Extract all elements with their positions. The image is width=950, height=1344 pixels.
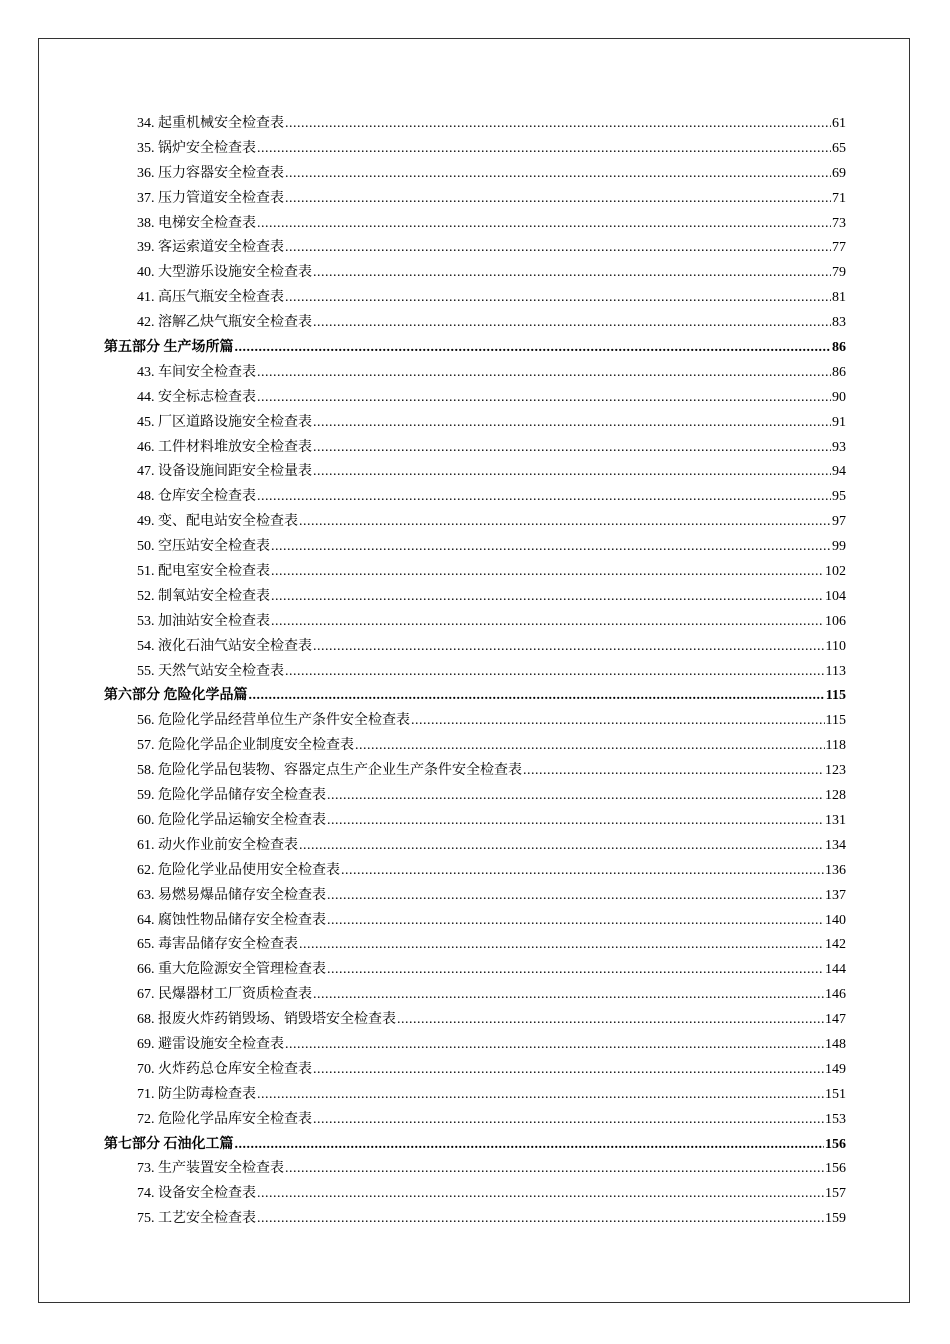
toc-title: 49. 变、配电站安全检查表 — [137, 514, 298, 530]
toc-page-number: 142 — [825, 937, 846, 953]
toc-dot-leader — [299, 937, 824, 953]
toc-page-number: 102 — [825, 564, 846, 580]
toc-page-number: 95 — [832, 489, 846, 505]
toc-entry[interactable] — [104, 983, 846, 1008]
toc-dot-leader — [285, 166, 831, 182]
toc-title: 47. 设备设施间距安全检量表 — [137, 464, 312, 480]
toc-title: 54. 液化石油气站安全检查表 — [137, 638, 312, 654]
toc-title: 70. 火炸药总仓库安全检查表 — [137, 1061, 312, 1077]
toc-title: 48. 仓库安全检查表 — [137, 489, 256, 505]
toc-title: 55. 天然气站安全检查表 — [137, 663, 284, 679]
toc-page-number: 151 — [825, 1086, 846, 1102]
toc-title: 56. 危险化学品经营单位生产条件安全检查表 — [137, 713, 410, 729]
toc-title: 38. 电梯安全检查表 — [137, 215, 256, 231]
toc-dot-leader — [257, 489, 831, 505]
toc-title: 61. 动火作业前安全检查表 — [137, 837, 298, 853]
toc-entry[interactable] — [104, 958, 846, 983]
toc-title: 34. 起重机械安全检查表 — [137, 116, 284, 131]
toc-title: 69. 避雷设施安全检查表 — [137, 1036, 284, 1052]
toc-title: 43. 车间安全检查表 — [137, 364, 256, 380]
toc-title: 58. 危险化学品包装物、容器定点生产企业生产条件安全检查表 — [137, 763, 522, 779]
toc-page-number: 123 — [825, 763, 846, 779]
toc-dot-leader — [257, 1087, 824, 1103]
toc-entry[interactable] — [104, 311, 846, 336]
toc-dot-leader — [257, 1211, 824, 1227]
toc-page-number: 97 — [832, 514, 846, 530]
toc-entry[interactable] — [104, 1058, 846, 1083]
toc-title: 72. 危险化学品库安全检查表 — [137, 1111, 312, 1127]
toc-title: 第五部分 生产场所篇 — [104, 340, 234, 356]
toc-entry[interactable] — [104, 286, 846, 311]
toc-entry[interactable] — [104, 460, 846, 485]
toc-page-number: 140 — [825, 912, 846, 928]
toc-page-number: 83 — [832, 315, 846, 331]
toc-dot-leader — [257, 1186, 824, 1202]
toc-dot-leader — [235, 1137, 825, 1153]
toc-page-number: 61 — [832, 116, 846, 131]
toc-title: 67. 民爆器材工厂资质检查表 — [137, 987, 312, 1003]
toc-page-number: 157 — [825, 1186, 846, 1202]
toc-page-number: 159 — [825, 1211, 846, 1227]
toc-section-heading[interactable] — [104, 336, 846, 361]
toc-page-number: 94 — [832, 464, 846, 480]
toc-dot-leader — [523, 763, 824, 779]
toc-section-heading[interactable] — [104, 684, 846, 709]
toc-page-number: 81 — [832, 290, 846, 306]
toc-title: 73. 生产装置安全检查表 — [137, 1161, 284, 1177]
toc-title: 62. 危险化学业品使用安全检查表 — [137, 862, 340, 878]
toc-entry[interactable] — [104, 759, 846, 784]
toc-page-number: 110 — [825, 638, 846, 654]
toc-entry[interactable] — [104, 1182, 846, 1207]
toc-dot-leader — [285, 191, 831, 207]
toc-dot-leader — [285, 1037, 824, 1053]
toc-title: 50. 空压站安全检查表 — [137, 539, 270, 555]
toc-dot-leader — [271, 564, 824, 580]
toc-entry[interactable] — [104, 834, 846, 859]
toc-dot-leader — [313, 1062, 824, 1078]
toc-entry[interactable] — [104, 485, 846, 510]
toc-dot-leader — [257, 141, 831, 157]
toc-title: 66. 重大危险源安全管理检查表 — [137, 962, 326, 978]
toc-entry[interactable] — [104, 386, 846, 411]
toc-dot-leader — [313, 1112, 824, 1128]
toc-title: 42. 溶解乙炔气瓶安全检查表 — [137, 315, 312, 331]
toc-entry[interactable] — [104, 560, 846, 585]
toc-page-number: 91 — [832, 414, 846, 430]
toc-dot-leader — [327, 813, 824, 829]
toc-entry[interactable] — [104, 909, 846, 934]
toc-page-number: 73 — [832, 215, 846, 231]
toc-dot-leader — [235, 340, 832, 356]
toc-title: 45. 厂区道路设施安全检查表 — [137, 414, 312, 430]
toc-entry[interactable] — [104, 859, 846, 884]
toc-title: 51. 配电室安全检查表 — [137, 564, 270, 580]
toc-title: 68. 报废火炸药销毁场、销毁塔安全检查表 — [137, 1012, 396, 1028]
toc-dot-leader — [397, 1012, 824, 1028]
toc-title: 75. 工艺安全检查表 — [137, 1211, 256, 1227]
toc-page-number: 128 — [825, 788, 846, 804]
toc-page-number: 134 — [825, 837, 846, 853]
toc-dot-leader — [249, 688, 825, 704]
toc-entry[interactable] — [104, 261, 846, 286]
toc-page-number: 144 — [825, 962, 846, 978]
toc-page-number: 146 — [825, 987, 846, 1003]
toc-page-number: 69 — [832, 165, 846, 181]
toc-dot-leader — [327, 913, 824, 929]
toc-dot-leader — [285, 290, 831, 306]
toc-page-number: 104 — [825, 588, 846, 604]
toc-entry[interactable] — [104, 236, 846, 261]
toc-entry[interactable] — [104, 187, 846, 212]
toc-dot-leader — [313, 315, 831, 331]
toc-entry[interactable] — [104, 137, 846, 162]
toc-page-number: 115 — [825, 713, 846, 729]
toc-page-number: 99 — [832, 539, 846, 555]
toc-title: 59. 危险化学品储存安全检查表 — [137, 788, 326, 804]
toc-entry[interactable] — [104, 1083, 846, 1108]
toc-page-number: 148 — [825, 1036, 846, 1052]
toc-title: 63. 易燃易爆品储存安全检查表 — [137, 887, 326, 903]
toc-entry[interactable] — [104, 1157, 846, 1182]
toc-title: 39. 客运索道安全检查表 — [137, 240, 284, 256]
toc-dot-leader — [299, 838, 824, 854]
toc-entry[interactable] — [104, 933, 846, 958]
toc-dot-leader — [285, 664, 825, 680]
toc-entry[interactable] — [104, 112, 846, 137]
toc-title: 57. 危险化学品企业制度安全检查表 — [137, 738, 354, 754]
toc-entry[interactable] — [104, 510, 846, 535]
toc-title: 74. 设备安全检查表 — [137, 1186, 256, 1202]
toc-page-number: 106 — [825, 613, 846, 629]
toc-title: 71. 防尘防毒检查表 — [137, 1086, 256, 1102]
toc-page-number: 71 — [832, 190, 846, 206]
toc-dot-leader — [313, 415, 831, 431]
toc-page-number: 65 — [832, 140, 846, 156]
toc-title: 65. 毒害品储存安全检查表 — [137, 937, 298, 953]
toc-page-number: 90 — [832, 389, 846, 405]
toc-dot-leader — [313, 639, 825, 655]
toc-page-number: 113 — [825, 663, 846, 679]
toc-title: 46. 工件材料堆放安全检查表 — [137, 439, 312, 455]
toc-entry[interactable] — [104, 1207, 846, 1232]
toc-dot-leader — [285, 116, 831, 132]
toc-page-number: 156 — [825, 1161, 846, 1177]
toc-title: 40. 大型游乐设施安全检查表 — [137, 265, 312, 281]
toc-dot-leader — [271, 539, 831, 555]
toc-entry[interactable] — [104, 635, 846, 660]
toc-page-number: 77 — [832, 240, 846, 256]
toc-entry[interactable] — [104, 535, 846, 560]
toc-dot-leader — [271, 589, 824, 605]
toc-entry[interactable] — [104, 809, 846, 834]
toc-dot-leader — [327, 788, 824, 804]
toc-title: 60. 危险化学品运输安全检查表 — [137, 812, 326, 828]
toc-page-number: 115 — [825, 688, 846, 704]
toc-entry[interactable] — [104, 585, 846, 610]
toc-dot-leader — [257, 216, 831, 232]
toc-dot-leader — [327, 888, 824, 904]
toc-entry[interactable] — [104, 709, 846, 734]
toc-page-number: 149 — [825, 1061, 846, 1077]
toc-entry[interactable] — [104, 884, 846, 909]
toc-page-number: 86 — [832, 340, 846, 356]
table-of-contents — [104, 112, 846, 1232]
toc-entry[interactable] — [104, 411, 846, 436]
toc-entry[interactable] — [104, 1008, 846, 1033]
toc-page-number: 137 — [825, 887, 846, 903]
toc-dot-leader — [313, 987, 824, 1003]
toc-dot-leader — [313, 265, 831, 281]
toc-dot-leader — [271, 614, 824, 630]
toc-page-number: 118 — [825, 738, 846, 754]
toc-title: 52. 制氧站安全检查表 — [137, 588, 270, 604]
toc-entry[interactable] — [104, 212, 846, 237]
toc-dot-leader — [313, 464, 831, 480]
toc-title: 36. 压力容器安全检查表 — [137, 165, 284, 181]
toc-page-number: 147 — [825, 1012, 846, 1028]
toc-title: 53. 加油站安全检查表 — [137, 613, 270, 629]
toc-title: 35. 锅炉安全检查表 — [137, 140, 256, 156]
toc-dot-leader — [327, 962, 824, 978]
toc-entry[interactable] — [104, 660, 846, 685]
toc-page-number: 156 — [825, 1136, 846, 1152]
toc-entry[interactable] — [104, 361, 846, 386]
toc-dot-leader — [285, 240, 831, 256]
toc-title: 44. 安全标志检查表 — [137, 389, 256, 405]
toc-entry[interactable] — [104, 734, 846, 759]
toc-page-number: 79 — [832, 265, 846, 281]
toc-title: 64. 腐蚀性物品储存安全检查表 — [137, 912, 326, 928]
toc-entry[interactable] — [104, 436, 846, 461]
toc-title: 第六部分 危险化学品篇 — [104, 688, 248, 704]
toc-dot-leader — [411, 713, 825, 729]
toc-page-number: 153 — [825, 1111, 846, 1127]
toc-entry[interactable] — [104, 784, 846, 809]
toc-page-number: 86 — [832, 364, 846, 380]
toc-entry[interactable] — [104, 1108, 846, 1133]
toc-page-number: 131 — [825, 812, 846, 828]
toc-title: 第七部分 石油化工篇 — [104, 1136, 234, 1152]
toc-page-number: 136 — [825, 862, 846, 878]
toc-entry[interactable] — [104, 162, 846, 187]
toc-entry[interactable] — [104, 1033, 846, 1058]
toc-dot-leader — [257, 390, 831, 406]
toc-dot-leader — [257, 365, 831, 381]
toc-dot-leader — [355, 738, 825, 754]
toc-dot-leader — [285, 1161, 824, 1177]
toc-title: 37. 压力管道安全检查表 — [137, 190, 284, 206]
toc-title: 41. 高压气瓶安全检查表 — [137, 290, 284, 306]
toc-entry[interactable] — [104, 610, 846, 635]
toc-page-number: 93 — [832, 439, 846, 455]
toc-dot-leader — [313, 440, 831, 456]
toc-section-heading[interactable] — [104, 1133, 846, 1158]
toc-dot-leader — [299, 514, 831, 530]
toc-dot-leader — [341, 863, 824, 879]
